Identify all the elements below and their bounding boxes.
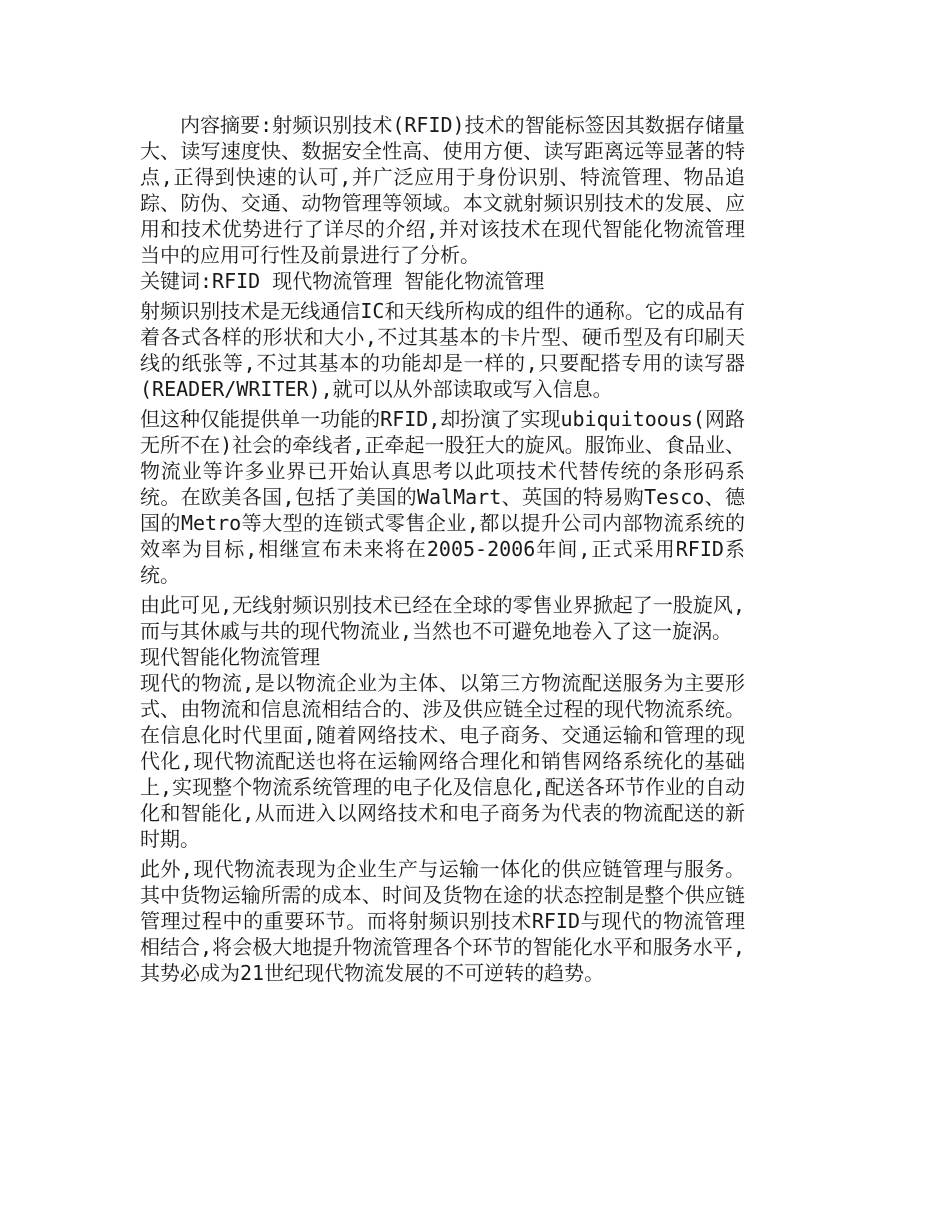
section-heading: 现代智能化物流管理 [140,645,320,669]
body-paragraph-5: 此外,现代物流表现为企业生产与运输一体化的供应链管理与服务。其中货物运输所需的成本、时间及货物在途的状态控制是整个供应链管理过程中的重要环节。而将射频识别技术RFID与现代的物流管理相结合,将会极大地提升物流管理各个环节的智能化水平和服务水平,其势必成为21世纪现代物流发展的不可逆转的趋势。 [140,857,745,985]
keywords-line: 关键词:RFID 现代物流管理 智能化物流管理 [140,269,545,293]
body-paragraph-3: 由此可见,无线射频识别技术已经在全球的零售业界掀起了一股旋风,而与其休戚与共的现代物流业,当然也不可避免地卷入了这一旋涡。 [140,593,745,643]
abstract-paragraph: 内容摘要:射频识别技术(RFID)技术的智能标签因其数据存储量大、读写速度快、数据安全性高、使用方便、读写距离远等显著的特点,正得到快速的认可,并广泛应用于身份识别、特流管理、物品追踪、防伪、交通、动物管理等领域。本文就射频识别技术的发展、应用和技术优势进行了详尽的介绍,并对该技术在现代智能化物流管理当中的应用可行性及前景进行了分析。 [140,113,745,267]
body-paragraph-4: 现代的物流,是以物流企业为主体、以第三方物流配送服务为主要形式、由物流和信息流相结合的、涉及供应链全过程的现代物流系统。在信息化时代里面,随着网络技术、电子商务、交通运输和管理的现代化,现代物流配送也将在运输网络合理化和销售网络系统化的基础上,实现整个物流系统管理的电子化及信息化,配送各环节作业的自动化和智能化,从而进入以网络技术和电子商务为代表的物流配送的新时期。 [140,671,745,851]
document-body [140,112,745,986]
body-paragraph-2: 但这种仅能提供单一功能的RFID,却扮演了实现ubiquitoous(网路无所不在)社会的牵线者,正牵起一股狂大的旋风。服饰业、食品业、物流业等许多业界已开始认真思考以此项技术代替传统的条形码系统。在欧美各国,包括了美国的WalMart、英国的特易购Tesco、德国的Metro等大型的连锁式零售企业,都以提升公司内部物流系统的效率为目标,相继宣布未来将在2005-2006年间,正式采用RFID系统。 [140,407,745,587]
body-paragraph-1: 射频识别技术是无线通信IC和天线所构成的组件的通称。它的成品有着各式各样的形状和大小,不过其基本的卡片型、硬币型及有印刷天线的纸张等,不过其基本的功能却是一样的,只要配搭专用的读写器(READER/WRITER),就可以从外部读取或写入信息。 [140,299,745,401]
